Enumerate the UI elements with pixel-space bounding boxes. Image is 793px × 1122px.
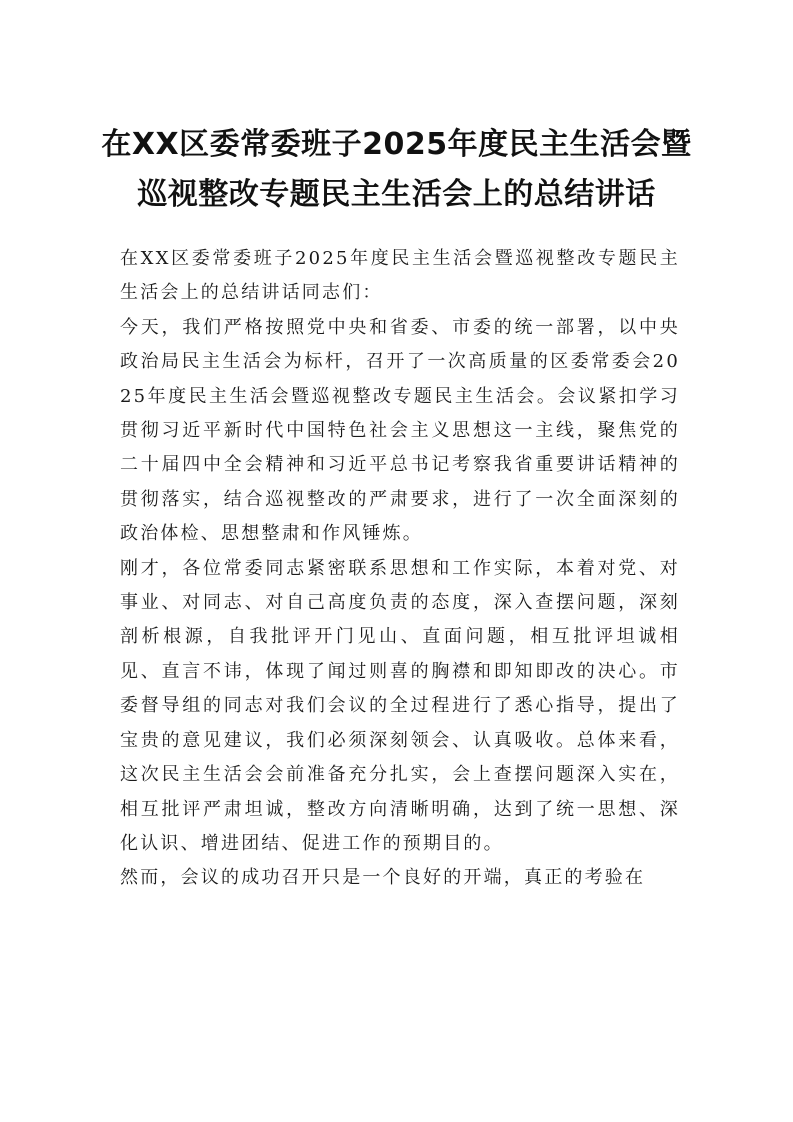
title-line-1: 在XX区委常委班子2025年度民主生活会暨 — [101, 127, 692, 162]
document-body — [120, 242, 680, 896]
paragraph-evaluation: 刚才，各位常委同志紧密联系思想和工作实际，本着对党、对事业、对同志、对自己高度负责的态度，深入查摆问题，深刻剖析根源，自我批评开门见山、直面问题，相互批评坦诚相见、直言不讳，体现了闻过则喜的胸襟和即知即改的决心。市委督导组的同志对我们会议的全过程进行了悉心指导，提出了宝贵的意见建议，我们必须深刻领会、认真吸收。总体来看，这次民主生活会会前准备充分扎实，会上查摆问题深入实在，相互批评严肃坦诚，整改方向清晰明确，达到了统一思想、深化认识、增进团结、促进工作的预期目的。 — [120, 557, 680, 854]
paragraph-meeting-summary: 今天，我们严格按照党中央和省委、市委的统一部署，以中央政治局民主生活会为标杆，召开了一次高质量的区委常委会2025年度民主生活会暨巡视整改专题民主生活会。会议紧扣学习贯彻习近平新时代中国特色社会主义思想这一主线，聚焦党的二十届四中全会精神和习近平总书记考察我省重要讲话精神的贯彻落实，结合巡视整改的严肃要求，进行了一次全面深刻的政治体检、思想整肃和作风锤炼。 — [120, 316, 680, 545]
paragraph-however: 然而，会议的成功召开只是一个良好的开端，真正的考验在 — [120, 867, 646, 889]
title-line-2: 巡视整改专题民主生活会上的总结讲话 — [137, 177, 656, 212]
document-title — [100, 120, 693, 220]
paragraph-salutation: 在XX区委常委班子2025年度民主生活会暨巡视整改专题民主生活会上的总结讲话同志们： — [120, 248, 680, 304]
